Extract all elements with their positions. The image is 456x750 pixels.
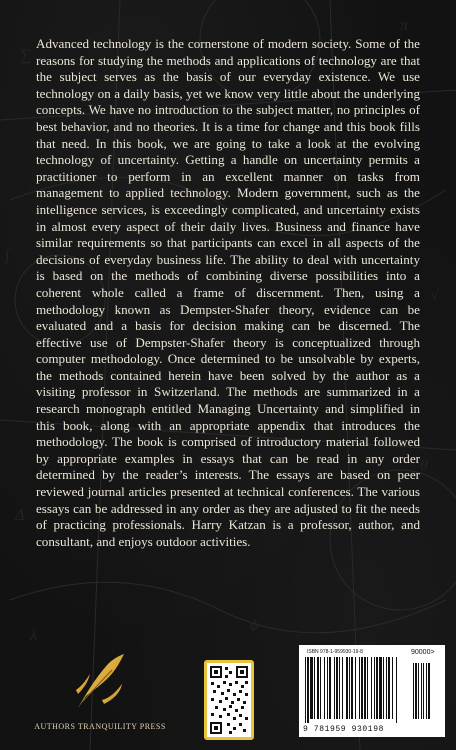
barcode-bar — [320, 657, 321, 719]
barcode-bar — [386, 657, 387, 719]
barcode-addon-bar — [428, 663, 430, 719]
barcode-bar — [383, 657, 384, 719]
svg-text:π: π — [400, 17, 409, 34]
price-code: 90000> — [411, 649, 435, 656]
barcode-bar — [342, 657, 343, 719]
svg-text:λ: λ — [30, 627, 37, 644]
barcode-bar — [351, 657, 353, 719]
svg-text:θ: θ — [420, 457, 428, 474]
barcode-bar — [392, 657, 393, 719]
barcode-bar — [339, 657, 340, 719]
barcode-bar — [314, 657, 315, 719]
barcode-bar — [361, 657, 363, 719]
barcode-bar — [310, 657, 313, 719]
isbn-label: ISBN 978-1-959930-19-8 — [307, 649, 363, 655]
barcode-bar — [327, 657, 328, 719]
barcode-bar — [359, 657, 360, 719]
barcode-addon-bar — [413, 663, 414, 719]
barcode-bar — [346, 657, 348, 719]
barcode-bar — [334, 657, 335, 719]
barcode-bar — [349, 657, 350, 719]
qr-code — [204, 660, 254, 740]
svg-text:√: √ — [430, 287, 439, 304]
barcode-bar — [307, 657, 309, 723]
isbn-digits: 9 781959 930198 — [303, 725, 385, 734]
barcode-addon-bar — [418, 663, 419, 719]
barcode-addon-bar — [423, 663, 424, 719]
qr-code-pattern — [207, 663, 251, 737]
barcode-bar — [374, 657, 375, 719]
barcode-bar — [388, 657, 390, 719]
barcode-addon-bar — [421, 663, 422, 719]
barcode-bar — [364, 657, 366, 719]
svg-text:∫: ∫ — [5, 247, 10, 264]
barcode-bar — [376, 657, 378, 719]
barcode-bar — [324, 657, 325, 719]
svg-text:∑: ∑ — [20, 47, 32, 64]
barcode-bar — [371, 657, 372, 719]
barcode-addon-bar — [426, 663, 427, 719]
back-cover-blurb: Advanced technology is the cornerstone of modern society. Some of the reasons for studying the methods and applications of technology are that the subject serves as the basis of our everyday existence. We use technology on a daily basis, yet we know very little about the underlying concepts. We have no introduction to the subject matter, no principles of best behavior, and no theories. It is a time for change and this book fills that need. In this book, we are going to take a look at the evolving technology of uncertainty. Getting a handle on uncertainty permits a practitioner to perform in an excellent manner on tasks from management to applied technology. Modern government, such as the intelligence services, is exceedingly complicated, and uncertainty exists in almost every aspect of their daily lives. Business and finance have similar requirements so that participants can excel in all aspects of the decisions of everyday business life. The ability to deal with uncertainty is based on the methods of combining diverse possibilities into a coherent whole called a frame of discernment. Then, using a methodology known as Dempster-Shafer theory, evidence can be evaluated and a basis for decision making can be discerned. The effective use of Dempster-Shafer theory is conceptualized through computer methodology. Once determined to be unsolvable by experts, the methods contained herein have been solved by the author as a visiting professor in Switzerland. The methods are summarized in a research monograph entitled Managing Uncertainty and simplified in this book, along with an appropriate appendix that introduces the methodology. The book is comprised of introductory material followed by appropriate examples in essays that can be read in any order determined by the reader’s interests. The essays are based on peer reviewed journal articles presented at technical conferences. The various essays can be addressed in any order as they are adjusted to fit the needs of practicing professionals. Harry Katzan is a professor, author, and consultant, and enjoys outdoor activities. — [36, 36, 420, 549]
publisher-name: AUTHORS TRANQUILITY PRESS — [34, 722, 166, 731]
publisher-block — [20, 650, 180, 740]
barcode-addon-bar — [415, 663, 417, 719]
barcode-bar — [379, 657, 382, 719]
barcode-bar — [396, 657, 397, 723]
barcode-bar — [336, 657, 338, 719]
barcode-bars — [305, 657, 439, 723]
barcode-bar — [317, 657, 319, 719]
barcode-bar — [305, 657, 306, 723]
barcode-bar — [367, 657, 368, 719]
svg-text:ϕ: ϕ — [250, 617, 259, 634]
barcode-bar — [329, 657, 331, 719]
isbn-barcode — [299, 645, 445, 737]
svg-text:Δ: Δ — [15, 507, 25, 524]
barcode-bar — [355, 657, 356, 719]
golden-quill-icon — [72, 650, 128, 712]
